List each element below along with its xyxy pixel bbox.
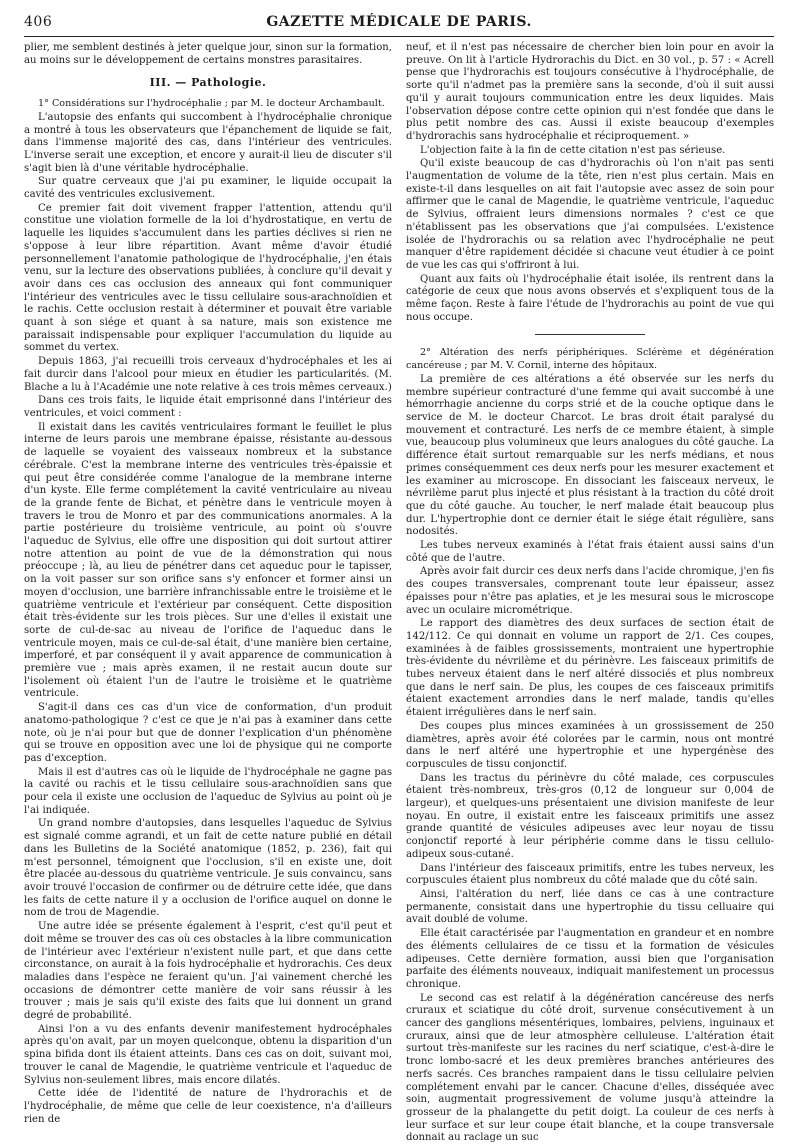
paragraph: Les tubes nerveux examinés à l'état frais étaient aussi sains d'un côté que de l'autre. — [406, 540, 774, 564]
paragraph: Ainsi, l'altération du nerf, liée dans ce cas à une contracture permanente, consistait dans une hypertrophie du tissu celluaire qui avait doublé de volume. — [406, 889, 774, 926]
paragraph: S'agit-il dans ces cas d'un vice de conformation, d'un produit anatomo-pathologique ? c'est ce que je n'ai pas à examiner dans cette note, où je n'ai pour but que de donner l'explication d'un phénomène qui se trouve en opposition avec une loi de physique qui ne comporte pas d'exception. — [24, 702, 392, 764]
paragraph: Des coupes plus minces examinées à un grossissement de 250 diamètres, après avoir été colorées par le carmin, nous ont montré dans le nerf altéré une hypertrophie et une hypergénèse des corpuscules de tissu conjonctif. — [406, 720, 774, 770]
right-paragraphs-first — [406, 42, 774, 324]
paragraph: L'autopsie des enfants qui succombent à l'hydrocéphalie chronique a montré à tous les observateurs que l'épanchement de liquide se fait, dans l'immense majorité des cas, dans l'intérieur des ventricules. L'inverse serait une exception, et encore y aurait-il lieu de discuter s'il s'agit bien là d'une véritable hydrocéphalie. — [24, 111, 392, 174]
paragraph: Cette idée de l'identité de nature de l'hydrorachis et de l'hydrocéphalie, de même que celle de leur coexistence, n'a d'ailleurs rien de — [24, 1088, 392, 1125]
paragraph: Depuis 1863, j'ai recueilli trois cerveaux d'hydrocéphales et les ai fait durcir dans l'alcool pour mieux en étudier les particularités. (M. Blache a lu à l'Académie une note relative à ces trois mêmes cerveaux.) — [24, 356, 392, 393]
paragraph: Dans ces trois faits, le liquide était emprisonné dans l'intérieur des ventricules, et voici comment : — [24, 395, 392, 419]
left-opening-paragraph: plier, me semblent destinés à jeter quelque jour, sinon sur la formation, au moins sur le développement de certains monstres parasitaires. — [24, 42, 392, 66]
page-header — [24, 14, 774, 34]
right-paragraphs-second — [406, 374, 774, 1145]
paragraph: Le rapport des diamètres des deux surfaces de section était de 142/112. Ce qui donnait en volume un rapport de 2/1. Ces coupes, examinées à de faibles grossissements, montraient une hypertrophie très-évidente du névrilème et du périnèvre. Les faisceaux primitifs de tubes nerveux étaient dans le nerf altéré dissociés et plus nombreux que dans le nerf sain. De plus, les coupes de ces faisceaux primitifs étaient exactement arrondies dans le nerf malade, tandis qu'elles étaient irrégulières dans le nerf sain. — [406, 618, 774, 719]
right-column — [406, 42, 774, 1146]
two-column-body — [24, 42, 774, 1146]
left-column — [24, 42, 392, 1146]
article-subtitle-nerfs: 2° Altération des nerfs périphériques. Sclérème et dégénération cancéreuse ; par M. V. Cornil, interne des hôpitaux. — [406, 347, 774, 372]
paragraph: Quant aux faits où l'hydrocéphalie était isolée, ils rentrent dans la catégorie de ceux que nous avons observés et s'expliquent tous de la même façon. Reste à faire l'étude de l'hydrorachis au point de vue qui nous occupe. — [406, 273, 774, 323]
paragraph: Ce premier fait doit vivement frapper l'attention, attendu qu'il constitue une violation formelle de la loi d'hydrostatique, en vertu de laquelle les liquides s'accumulent dans les parties déclives si rien ne s'oppose à leur libre répartition. Avant même d'avoir étudié personnellement l'anatomie pathologique de l'hydrocéphalie, j'en étais venu, sur la lecture des observations publiées, à conclure qu'il devait y avoir dans ces cas occlusion des anneaux qui font communiquer l'intérieur des ventricules avec le tissu cellulaire sous-arachnoïdien et le rachis. Cette occlusion restait à déterminer et pouvait être variable quant à son siége et quant à sa nature, mais son existence me paraissait indispensable pour expliquer l'accumulation du liquide au sommet du vertex. — [24, 202, 392, 354]
paragraph: Il existait dans les cavités ventriculaires formant le feuillet le plus interne de leurs parois une membrane épaisse, résistante au-dessous de laquelle se voyaient des vaisseaux nombreux et la substance cérébrale. C'est la membrane interne des ventricules très-épaissie et qui peut être considérée comme l'analogue de la membrane interne d'un kyste. Elle ferme complétement la cavité ventriculaire au niveau de la grande fente de Bichat, et pénètre dans le ventricule moyen à travers le trou de Monro et par des communications anormales. A la partie postérieure du troisième ventricule, au point où s'ouvre l'aqueduc de Sylvius, elle offre une disposition qui doit surtout attirer notre attention au point de vue de la démonstration qui nous préoccupe ; là, au lieu de pénétrer dans cet aqueduc pour le tapisser, on la voit passer sur son orifice sans s'y enfoncer et former ainsi un moyen d'occlusion, une barrière infranchissable entre le troisième et le quatrième ventricule et l'extérieur par conséquent. Cette disposition était très-évidente sur les trois pièces. Sur une d'elles il existait une sorte de cul-de-sac au niveau de l'orifice de l'aqueduc dans le ventricule moyen, mais ce cul-de-sal était, d'une manière bien certaine, imperforé, et par conséquent il y avait apparence de communication à première vue ; mais après examen, il ne restait aucun doute sur l'isolement où étaient l'un de l'autre le troisième et le quatrième ventricule. — [24, 421, 392, 700]
paragraph: neuf, et il n'est pas nécessaire de chercher bien loin pour en avoir la preuve. On lit à l'article Hydrorachis du Dict. en 30 vol., p. 57 : « Acrell pense que l'hydrorachis est toujours consécutive à l'hydrocéphalie, de sorte qu'il n'admet pas la première sans la seconde, d'où il suit aussi qu'il y aurait toujours communication entre les deux liquides. Mais l'observation dépose contre cette opinion qui n'est fondée que dans le plus petit nombre des cas. Aussi il existe beaucoup d'exemples d'hydrorachis sans hydrocéphalie et réciproquement. » — [406, 42, 774, 142]
paragraph: Dans l'intérieur des faisceaux primitifs, entre les tubes nerveux, les corpuscules étaient plus nombreux du côté malade que du côté sain. — [406, 862, 774, 887]
paragraph: L'objection faite à la fin de cette citation n'est pas sérieuse. — [420, 144, 726, 156]
paragraph: Dans les tractus du périnèvre du côté malade, ces corpuscules étaient très-nombreux, très-gros (0,12 de longueur sur 0,004 de largeur), et quelques-uns présentaient une division manifeste de leur noyau. En outre, il existait entre les faisceaux primitifs une assez grande quantité de vésicules adipeuses avec leur noyau de tissu conjonctif reporté à leur périphérie comme dans le tissu cellulo-adipeux sous-cutané. — [406, 772, 774, 860]
paragraph: Ainsi l'on a vu des enfants devenir manifestement hydrocéphales après qu'on avait, par un moyen quelconque, obtenu la disparition d'un spina bifida dont ils étaient atteints. Dans ces cas on doit, suivant moi, trouver le canal de Magendie, le quatrième ventricule et l'aqueduc de Sylvius non-seulement libres, mais encore dilatés. — [24, 1023, 392, 1086]
paragraph: Qu'il existe beaucoup de cas d'hydrorachis où l'on n'ait pas senti l'augmentation de volume de la tête, rien n'est plus certain. Mais en existe-t-il dans lesquelles on ait fait l'autopsie avec assez de soin pour affirmer que le canal de Magendie, le quatrième ventricule, l'aqueduc de Sylvius, offraient leurs dimensions normales ? c'est ce que n'établissent pas les observations que j'ai compulsées. L'existence isolée de l'hydrorachis ou sa relation avec l'hydrocéphalie ne peut manquer d'être rapidement décidée si chacune veut étudier à ce point de vue les cas qui s'offriront à lui. — [406, 158, 774, 271]
paragraph: Un grand nombre d'autopsies, dans lesquelles l'aqueduc de Sylvius est signalé comme agrandi, et un fait de cette nature publié en détail dans les Bulletins de la Société anatomique (1852, p. 236), fait qui m'est personnel, témoignent que l'occlusion, s'il en existe une, doit être placée au-dessous du quatrième ventricule. Je suis convaincu, sans avoir trouvé l'occasion de confirmer ou de détruire cette idée, que dans les faits de cette nature il y a occlusion de l'orifice auquel on donne le nom de trou de Magendie. — [24, 818, 392, 919]
paragraph: Mais il est d'autres cas où le liquide de l'hydrocéphale ne gagne pas la cavité ou rachis et le tissu cellulaire sous-arachnoïdien sans que pour cela il existe une occlusion de l'aqueduc de Sylvius au point où je l'ai indiquée. — [24, 766, 392, 816]
paragraph: Elle était caractérisée par l'augmentation en grandeur et en nombre des éléments cellulaires de ce tissu et la formation de vésicules adipeuses. Cette dernière formation, aussi bien que l'organisation parfaite des éléments nouveaux, indiquait manifestement un processus chronique. — [406, 928, 774, 990]
paragraph: Sur quatre cerveaux que j'ai pu examiner, le liquide occupait la cavité des ventricules exclusivement. — [24, 176, 392, 201]
paragraph: Une autre idée se présente également à l'esprit, c'est qu'il peut et doit même se trouver des cas où ces obstacles à la libre communication de l'intérieur avec l'extérieur n'existent nulle part, et que dans cette circonstance, on aurait à la fois hydrocéphalie et hydrorachis. Ces deux maladies dans l'espèce ne feraient qu'un. J'ai vainement cherché les occasions de démontrer cette manière de voir sans réussir à les trouver ; mais je sais qu'il existe des faits que lui donnent un grand degré de probabilité. — [24, 921, 392, 1022]
header-rule — [24, 36, 774, 37]
paragraph: Le second cas est relatif à la dégénération cancéreuse des nerfs cruraux et sciatique du côté droit, survenue consécutivement à un cancer des ganglions mésentériques, lombaires, pelviens, inguinaux et cruraux, ainsi que de leur atmosphère celluleuse. L'altération était surtout très-manifeste sur les racines du nerf sciatique, c'est-à-dire le tronc lombo-sacré et les deux premières branches antérieures des nerfs sacrés. Ces branches rampaient dans le tissu cellulaire pelvien complétement envahi par le cancer. Chacune d'elles, disséquée avec soin, augmentait progressivement de volume jusqu'à atteindre la grosseur de la phalangette du petit doigt. La couleur de ces nerfs à leur surface et sur leur coupe était blanche, et la coupe transversale donnait au raclage un suc — [406, 992, 774, 1144]
section-heading-pathologie: III. — Pathologie. — [149, 76, 267, 90]
article-subtitle-hydrocephalie: 1° Considérations sur l'hydrocéphalie ; par M. le docteur Archambault. — [38, 98, 385, 110]
paragraph: Après avoir fait durcir ces deux nerfs dans l'acide chromique, j'en fis des coupes transversales, comprenant toute leur épaisseur, assez épaisses pour n'être pas aplaties, et je les mesurai sous le microscope avec un oculaire micrométrique. — [406, 566, 774, 616]
article-separator-rule — [535, 334, 645, 335]
paragraph: La première de ces altérations a été observée sur les nerfs du membre supérieur contracturé d'une femme qui avait succombé à une hémorrhagie ancienne du corps strié et de la couche optique dans le service de M. le docteur Charcot. Le bras droit était paralysé du mouvement et contracturé. Les nerfs de ce membre étaient, à simple vue, beaucoup plus volumineux que leurs analogues du côté gauche. La différence était surtout remarquable sur les nerfs médians, et nous primes conséquemment ces deux nerfs pour les mesurer exactement et les examiner au microscope. En dissociant les faisceaux nerveux, le névrilème parut plus injecté et plus résistant à la traction du côté droit que du côté gauche. Au toucher, le nerf malade était beaucoup plus dur. L'hypertrophie dont ce dernier était le siége était régulière, sans nodosités. — [406, 373, 774, 538]
page-number: 406 — [24, 14, 53, 30]
left-paragraphs — [24, 112, 392, 1127]
journal-title: GAZETTE MÉDICALE DE PARIS. — [266, 14, 532, 30]
